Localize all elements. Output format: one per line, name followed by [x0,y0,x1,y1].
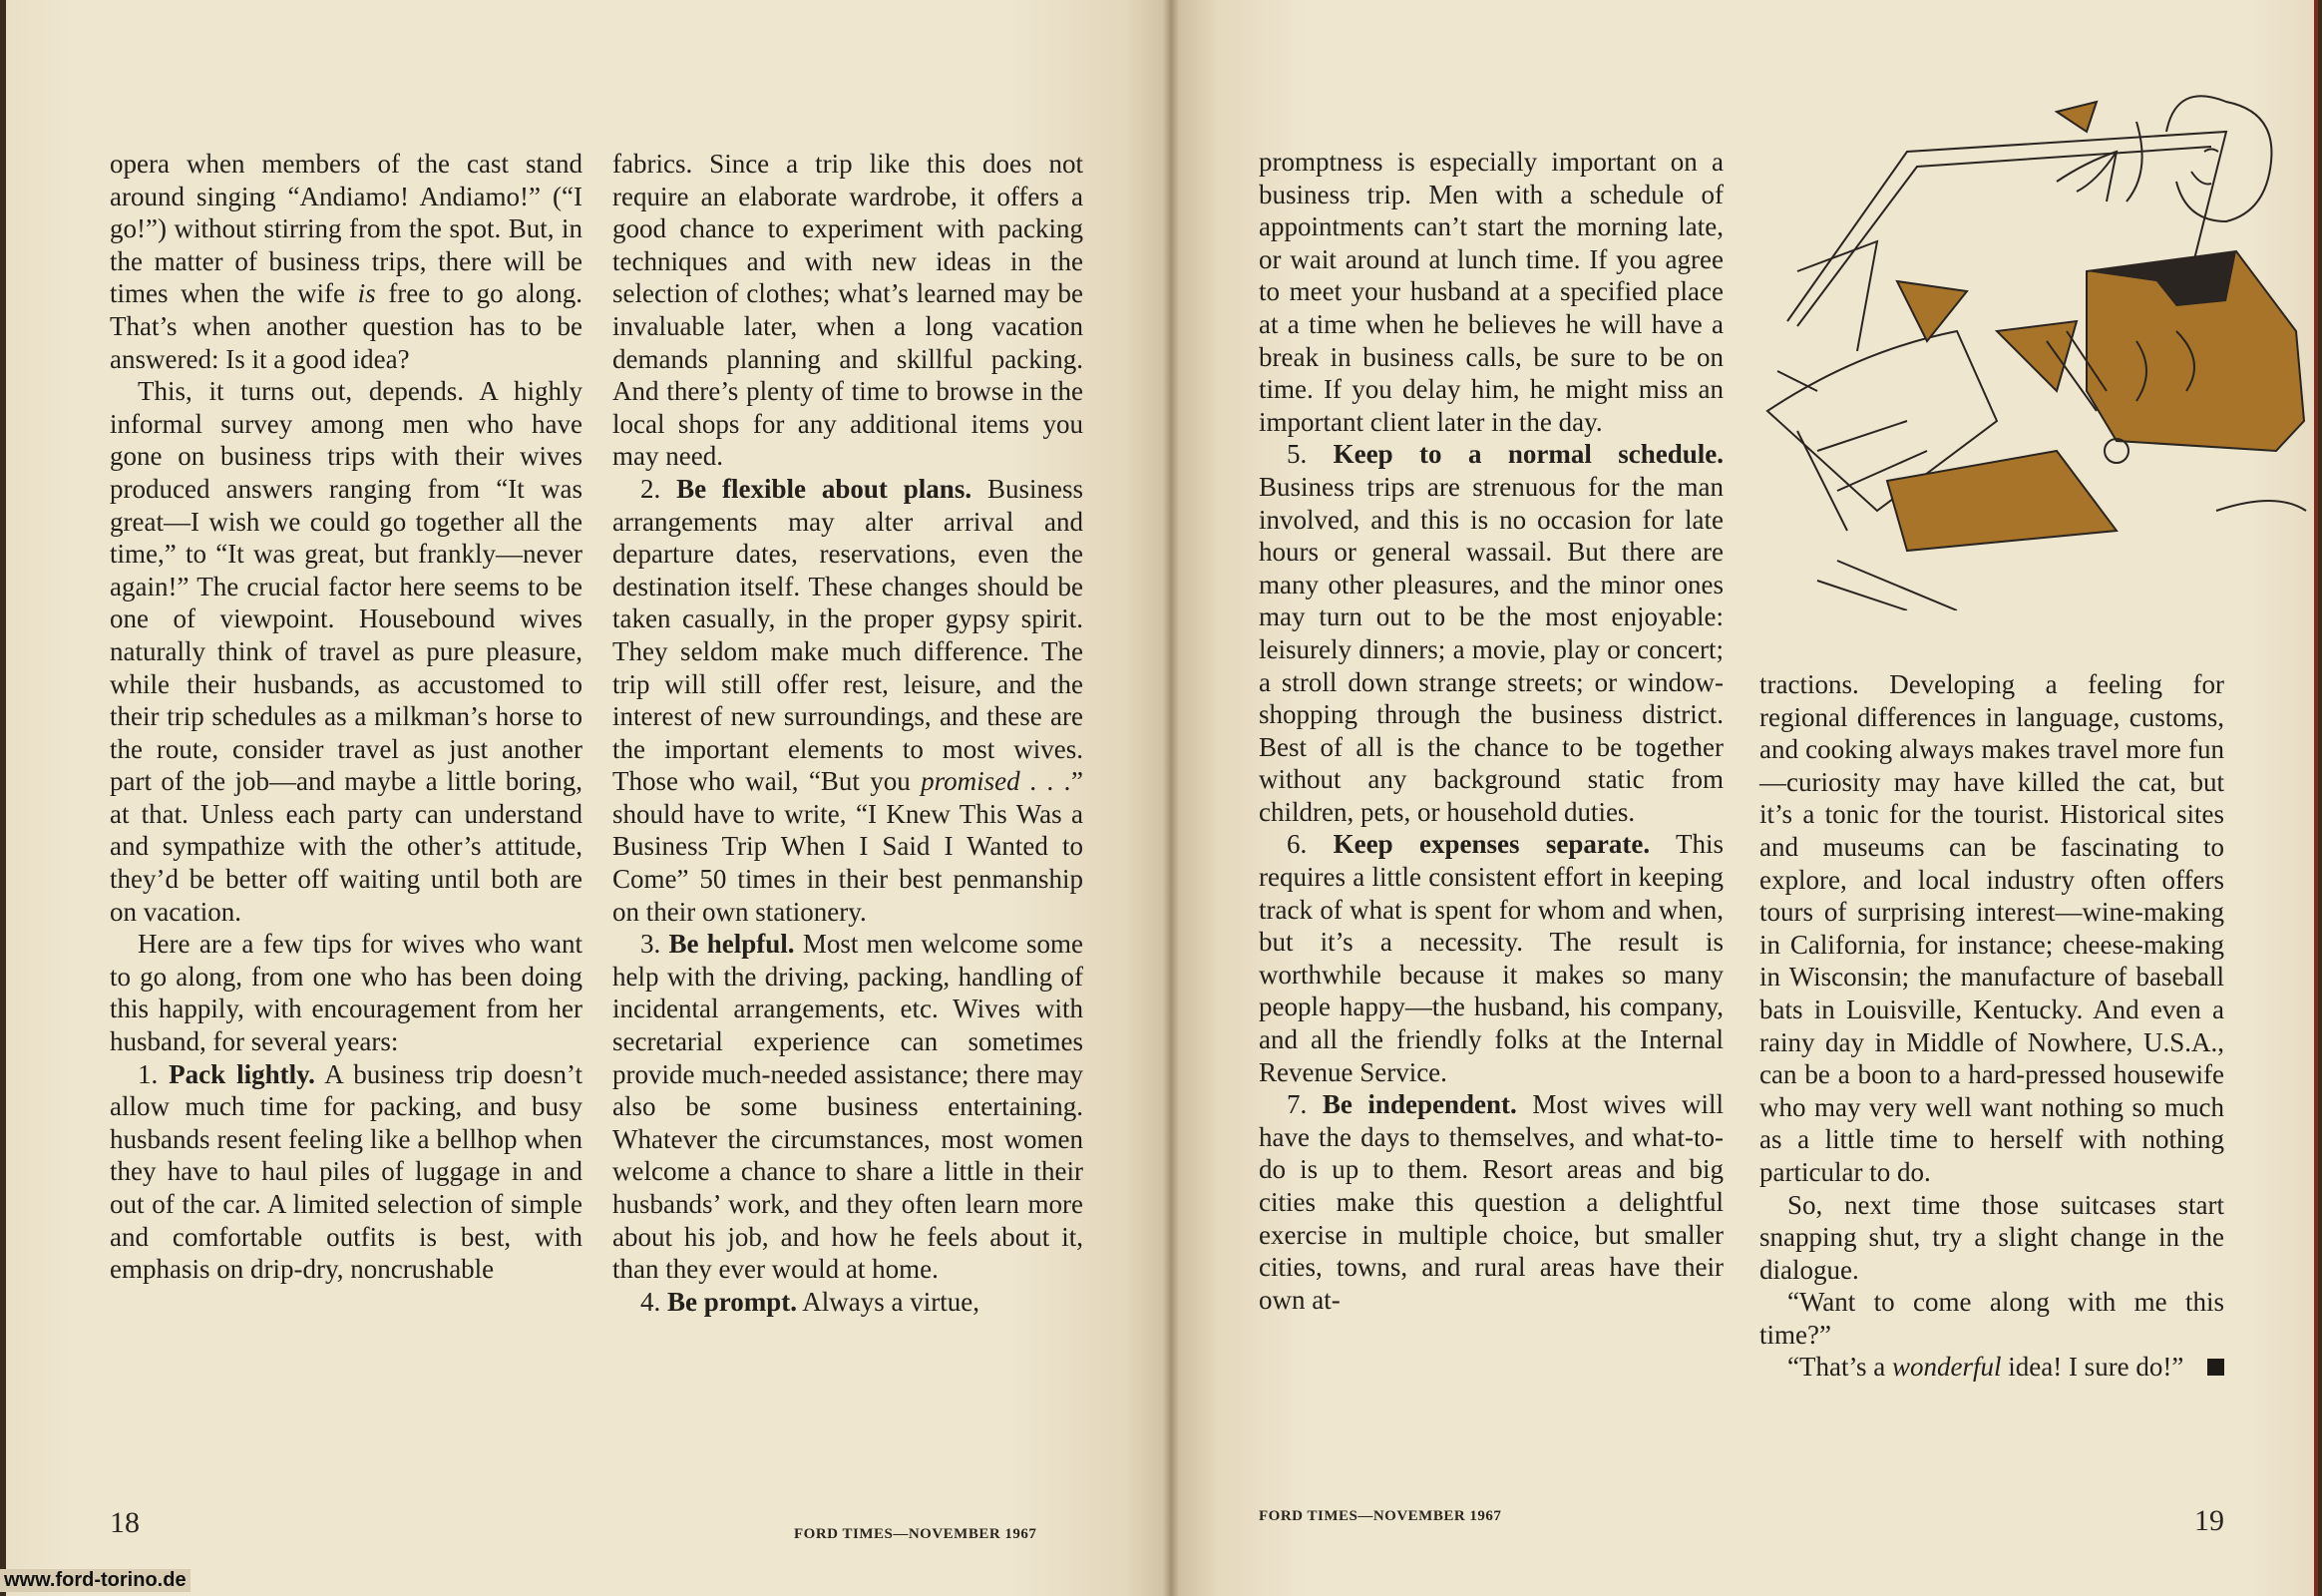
paragraph: So, next time those suitcases start snapping shut, try a slight change in the dialogue. [1759,1189,2224,1285]
paragraph: 1. Pack lightly. A business trip doesn’t allow much time for packing, and busy husbands resent feeling like a bellhop when they have to haul piles of luggage in and out of the car. A limited selection of simple and comfortable outfits is best, with emphasis on drip-dry, noncrushable [110,1058,583,1285]
paragraph: This, it turns out, depends. A highly informal survey among men who have gone on business trips with their wives produced answers ranging from “It was great—I wish we could go together all the time,” to “It was great, but frankly—never again!” The crucial factor here seems to be one of viewpoint. Housebound wives naturally think of travel as pure pleasure, while their husbands, as accustomed to their trip schedules as a milkman’s horse to the route, consider travel as just another part of the job—and maybe a little boring, at that. Unless each party can understand and sympathize with the other’s attitude, they’d be better off waiting until both are on vacation. [110,376,582,927]
tip-heading: Be prompt. [667,1286,798,1317]
woman-knitting-in-car-illustration [1757,92,2314,610]
paragraph: “Want to come along with me this time?” [1759,1287,2224,1350]
page-edge [2314,0,2318,1596]
paragraph: 6. Keep expenses separate. This requires a little consistent effort in keeping track of what is spent for whom and when, but it’s a necessity. The result is worthwhile because it makes so many people happy—the husband, his company, and all the friendly folks at the Internal Revenue Service. [1259,829,1725,1087]
paragraph: tractions. Developing a feeling for regional differences in language, customs, and cooking always makes travel more fun—curiosity may have killed the cat, but it’s a tonic for the tourist. Historical sites and museums can be fascinating to explore, and local industry often offers tours of surprising interest—wine-making in California, for instance; cheese-making in Wisconsin; the manufacture of baseball bats in Louisville, Kentucky. And even a rainy day in Middle of Nowhere, U.S.A., can be a boon to a hard-pressed housewife who may very well want nothing so much as a little time to herself with nothing particular to do. [1759,669,2224,1187]
watermark: www.ford-torino.de [0,1569,191,1592]
column-1 [110,148,582,1286]
page-footer: FORD TIMES—NOVEMBER 1967 [794,1526,1037,1542]
paragraph: 5. Keep to a normal schedule. Business trips are strenuous for the man involved, and this is no occasion for late hours or general wassail. But there are many other pleasures, and the minor ones may turn out to be the most enjoyable: leisurely dinners; a movie, play or concert; a stroll down strange streets; or window-shopping through the business district. Best of all is the chance to be together without any background static from children, pets, or household duties. [1259,439,1724,827]
column-3 [1259,146,1724,1316]
leaf-shape [2057,102,2097,132]
paragraph: 4. Be prompt. Always a virtue, [640,1286,979,1317]
tip-heading: Keep expenses separate. [1333,829,1651,860]
end-mark [2207,1359,2224,1376]
paragraph: opera when members of the cast stand around singing “Andiamo! Andiamo!” (“I go!”) without stirring from the spot. But, in the matter of business trips, there will be times when the wife is free to go along. That’s when another question has to be answered: Is it a good idea? [110,149,583,374]
paragraph: “That’s a wonderful idea! I sure do!” [1759,1351,2224,1384]
page-number: 19 [2194,1504,2224,1537]
tip-heading: Keep to a normal schedule. [1333,439,1724,470]
tip-heading: Be helpful. [668,929,795,960]
tip-heading: Be independent. [1322,1089,1517,1120]
paragraph: 7. Be independent. Most wives will have the days to themselves, and what-to-do is up to them. Resort areas and big cities make this question a delightful exercise in multiple choice, but smaller cities, towns, and rural areas have their own at- [1259,1089,1724,1315]
column-2 [612,148,1083,1318]
page-footer: FORD TIMES—NOVEMBER 1967 [1259,1508,1502,1524]
ochre-patch [1997,321,2077,391]
gutter-shadow [1163,0,1179,1596]
paragraph: 3. Be helpful. Most men welcome some help with the driving, packing, handling of incidental arrangements, etc. Wives with secretarial experience can sometimes provide much-needed assistance; there may also be some business entertaining. Whatever the circumstances, most women welcome a chance to share a little in their husbands’ work, and they often learn more about his job, and how he feels about it, than they ever would at home. [612,929,1084,1285]
left-page [6,0,1171,1596]
column-4 [1759,668,2224,1384]
tip-heading: Pack lightly. [169,1058,315,1089]
ochre-patch [1887,451,2117,551]
paragraph: fabrics. Since a trip like this does not require an elaborate wardrobe, it offers a good chance to experiment with packing techniques and with new ideas in the selection of clothes; what’s learned may be invaluable later, when a long vacation demands planning and skillful packing. And there’s plenty of time to browse in the local shops for any additional items you may need. [612,149,1083,472]
paragraph: 2. Be flexible about plans. Business arrangements may alter arrival and departure dates, reservations, even the destination itself. These changes should be taken casually, in the proper gypsy spirit. They seldom make much difference. The trip will still offer rest, leisure, and the interest of new surroundings, and these are the important elements to most wives. Those who wail, “But you promised . . .” should have to write, “I Knew This Was a Business Trip When I Said I Wanted to Come” 50 times in their best penmanship on their own stationery. [612,473,1084,927]
paragraph: Here are a few tips for wives who want to go along, from one who has been doing this happily, with encouragement from her husband, for several years: [110,929,582,1057]
paragraph: promptness is especially important on a business trip. Men with a schedule of appointments can’t start the morning late, or wait around at lunch time. If you agree to meet your husband at a specified place at a time when he believes he will have a break in business calls, be sure to be on time. If you delay him, he might miss an important client later in the day. [1259,147,1724,437]
tip-heading: Be flexible about plans. [676,473,972,504]
page-number: 18 [110,1506,140,1539]
